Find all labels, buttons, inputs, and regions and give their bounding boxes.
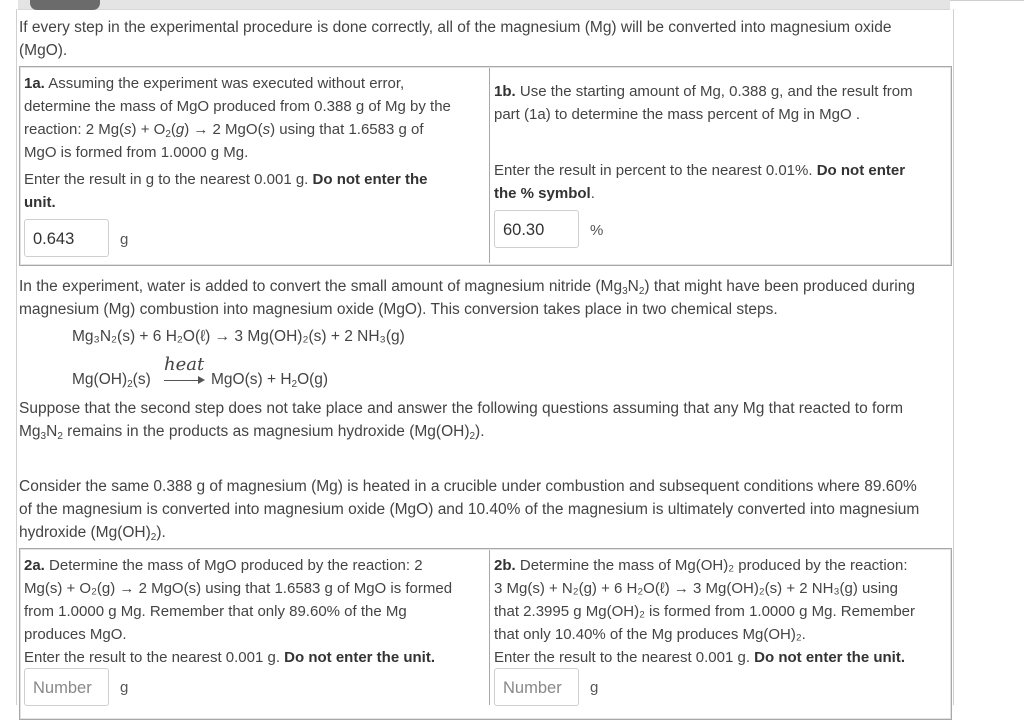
q2b-answer-input[interactable]: Number [494, 668, 579, 706]
q1b-instructions: Enter the result in percent to the nearest 0.01%. Do not enter the % symbol. [494, 162, 906, 202]
q1a-instr-bold-1: Do not enter the [312, 171, 428, 188]
q1a-text [24, 72, 486, 164]
q1b-label: 1b. [494, 83, 516, 100]
q1b-line-1: Use the starting amount of Mg, 0.388 g, and the result from [519, 83, 913, 100]
q1b-instr-text: Enter the result in percent to the nearest 0.01%. [494, 162, 813, 179]
suppose-text: Suppose that the second step does not take place and answer the following questions assuming that any Mg that reacted to form $Mg_3N_2$ remains in the products as magnesium hydroxide $(Mg(OH)_2)$. [19, 400, 904, 442]
equation-2-right: $MgO(s) + H_2O(g)$ [211, 371, 329, 390]
equation-1 [72, 327, 405, 347]
q2b-line-4: that only 10.40% of the Mg produces Mg(OH)₂. [494, 626, 806, 643]
intro-line-1: If every step in the experimental procedure is done correctly, all of the magnesium (Mg) will be converted into magnesium oxide [19, 19, 892, 36]
q2b-instr-bold: Do not enter the unit. [754, 649, 905, 666]
q1a-instr-text: Enter the result in g to the nearest 0.001 g. [24, 171, 309, 188]
q1a-label: 1a. [24, 75, 45, 92]
q2b-instr-text: Enter the result to the nearest 0.001 g. [494, 649, 750, 666]
q1b-instr-bold-1: Do not enter [816, 162, 906, 179]
q1a-instructions [24, 168, 486, 214]
nitride-line-2: magnesium (Mg) combustion into magnesium oxide (MgO). This conversion takes place in two chemical steps. [19, 301, 778, 318]
q2a-line-1: Determine the mass of MgO produced by the reaction: 2 [49, 557, 423, 574]
q2b-text [494, 554, 946, 669]
consider-line-1: Consider the same 0.388 g of magnesium (Mg) is heated in a crucible under combustion and subsequent conditions where 89.60% [19, 478, 917, 495]
q1b-unit: % [590, 222, 604, 239]
q2b-line-1: Determine the mass of Mg(OH)₂ produced by the reaction: [519, 557, 908, 574]
q1b-answer-input[interactable]: 60.30 [494, 210, 579, 248]
reaction-arrow-line [164, 380, 200, 381]
q2a-line-3: from 1.0000 g Mg. Remember that only 89.60% of the Mg [24, 603, 407, 620]
q1a-line-4: MgO is formed from 1.0000 g Mg. [24, 144, 249, 161]
q2b-line-2: 3 Mg(s) + N₂(g) + 6 H₂O(ℓ) → 3 Mg(OH)₂(s) + 2 NH₃(g) using [494, 580, 898, 597]
intro-line-2: (MgO). [19, 42, 68, 59]
q1b-instr-bold-2: the % symbol [494, 185, 591, 202]
part2-divider [489, 550, 490, 705]
equation-2-left: $Mg(OH)_2(s)$ [72, 371, 151, 390]
q1b-line-2: part (1a) to determine the mass percent of Mg in MgO . [494, 106, 860, 123]
q2b-unit: g [590, 679, 599, 696]
q2a-unit: g [120, 679, 129, 696]
q1a-line-2: determine the mass of MgO produced from 0.388 g of Mg by the [24, 98, 451, 115]
equation-1-text: Mg₃N₂(s) + 6 H₂O(ℓ) → 3 Mg(OH)₂(s) + 2 NH₃(g) [72, 328, 405, 345]
q2a-label: 2a. [24, 557, 45, 574]
heat-label: heat [164, 354, 205, 375]
q2a-instr-text: Enter the result to the nearest 0.001 g. [24, 649, 280, 666]
q2a-line-2: Mg(s) + O₂(g) → 2 MgO(s) using that 1.6583 g of MgO is formed [24, 580, 453, 597]
nitride-text: In the experiment, water is added to convert the small amount of magnesium nitride $(Mg_3N_2)$ that might have been produced during magnesium (Mg) combustion into magnesium oxide (MgO). This conversion takes place in two chemical steps. [19, 278, 915, 318]
q1a-unit: g [120, 231, 129, 248]
q1a-answer-input[interactable]: 0.643 [24, 219, 109, 257]
suppose-line-1: Suppose that the second step does not take place and answer the following questions assuming that any Mg that reacted to form [19, 400, 904, 417]
part1-divider [489, 68, 490, 263]
q2a-text [24, 554, 486, 669]
top-divider [950, 0, 1024, 1]
consider-line-2: of the magnesium is converted into magnesium oxide (MgO) and 10.40% of the magnesium is ultimately converted into magnesium [19, 501, 920, 518]
q2a-instr-bold: Do not enter the unit. [284, 649, 435, 666]
q2b-line-3: that 2.3995 g Mg(OH)₂ is formed from 1.0000 g Mg. Remember [494, 603, 915, 620]
q2a-answer-input[interactable]: Number [24, 668, 109, 706]
q2b-label: 2b. [494, 557, 516, 574]
q1a-line-3: reaction: 2 $Mg(s) + O_2(g) \to 2$ MgO(s) using that 1.6583 g of [24, 121, 424, 140]
q1b-text [494, 80, 946, 126]
q2a-line-4: produces MgO. [24, 626, 127, 643]
reaction-arrow-icon [198, 376, 205, 384]
q1a-instr-bold-2: unit. [24, 194, 56, 211]
intro-text [19, 16, 891, 62]
consider-text: Consider the same 0.388 g of magnesium (Mg) is heated in a crucible under combustion and subsequent conditions where 89.60% of the magnesium is converted into magnesium oxide (MgO) and 10.40% of the magnesium is ultimately converted into magnesium hydroxide $(Mg(OH)_2)$. [19, 478, 920, 543]
q1a-line-1: Assuming the experiment was executed without error, [48, 75, 405, 92]
